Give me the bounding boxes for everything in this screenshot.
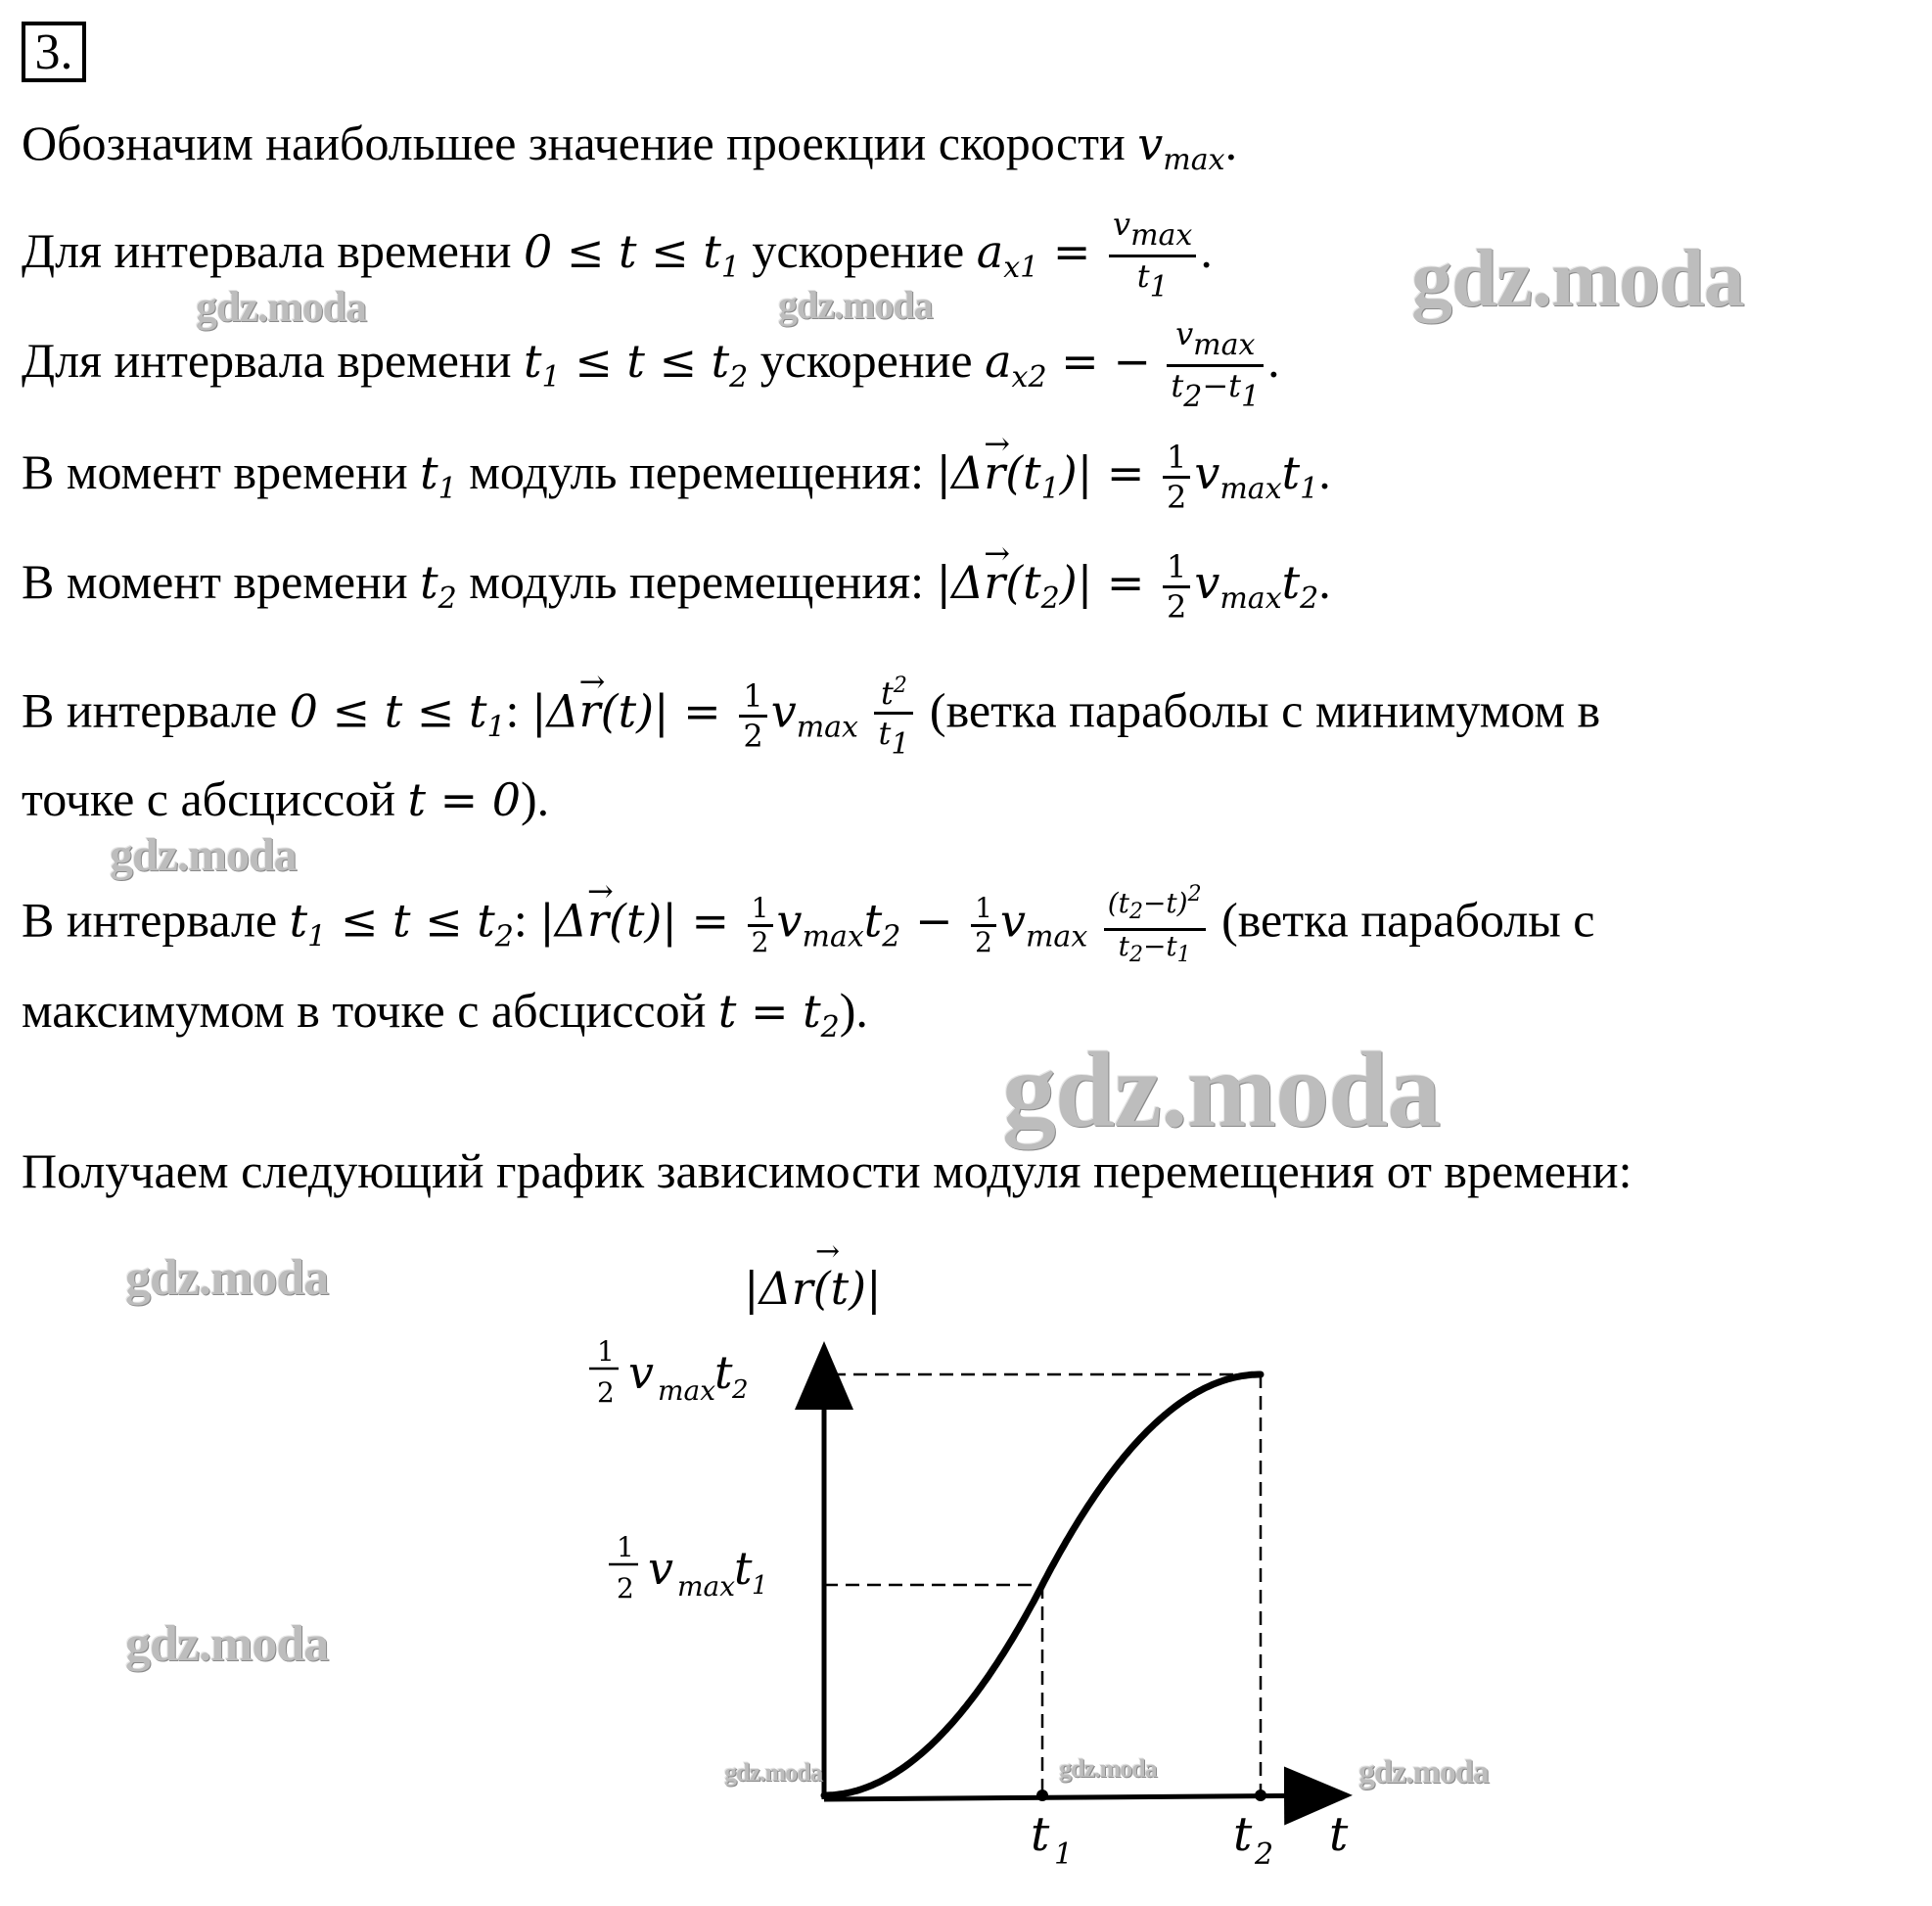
y-tick-t1-half-num: 1 [617,1531,634,1563]
text-line-5: В момент времени $t_2$ модуль перемещения: $|\Delta r \to(t_2)|$ = $\frac{1}{2}$ $v_{max}t_2$. [22,548,1331,628]
y-tick-t2-sub: 2 [732,1375,749,1405]
point-t2 [1255,1790,1266,1801]
fraction-vmax-over-t2-minus-t1: $\frac{v_{max}}{t_2-t_1}$ [1167,315,1264,416]
y-tick-t2-half-den: 2 [597,1376,615,1409]
text-line-1: Обозначим наибольшее значение проекции скорости $v_{max}$. [22,116,1238,177]
x-tick-t1: t [1031,1807,1050,1862]
watermark: gdz.moda [1358,1754,1489,1790]
watermark: gdz.moda [125,1250,329,1306]
text-line-10: Получаем следующий график зависимости модуля перемещения от времени: [22,1143,1633,1198]
watermark: gdz.moda [1059,1754,1157,1783]
fraction-one-half: $\frac{1}{2}$ [739,677,766,755]
point-t1 [1036,1790,1048,1801]
problem-number: 3. [22,22,86,82]
fraction-one-half: $\frac{1}{2}$ [1163,548,1190,626]
y-tick-t1-sub: 1 [752,1571,768,1601]
watermark: gdz.moda [778,283,933,327]
text-line-8: В интервале $t_1 \le t \le t_2$: |Δr →(t)| = $\frac{1}{2}$ $v_{max}t_2$ − $\frac{1}{2}$ $v_{max}$ $\frac{(t_2-t)^2}{t_2-t_1}$ (ветка параболы с [22,879,1594,971]
fraction-one-half: $\frac{1}{2}$ [1163,439,1190,516]
watermark: gdz.moda [1411,233,1744,324]
x-tick-t2-sub: 2 [1255,1837,1274,1872]
y-axis-label: |Δr(t)| [744,1262,882,1315]
fraction-t-squared-over-t1: $\frac{t^2}{t_1}$ [874,668,913,764]
text-line-6: В интервале $0 \le t \le t_1$: |Δr →(t)| = $\frac{1}{2}$ $v_{max}$ $\frac{t^2}{t_1}$ (ветка параболы с минимумом в [22,668,1600,764]
x-tick-t2: t [1233,1807,1253,1862]
watermark: gdz.moda [724,1758,822,1787]
fraction-t2-minus-t-squared: $\frac{(t_2-t)^2}{t_2-t_1}$ [1104,879,1206,971]
watermark: gdz.moda [110,829,297,881]
text-line-4: В момент времени $t_1$ модуль перемещения: $|\Delta r \to(t_1)|$ = $\frac{1}{2}$ $v_{max}t_1$. [22,439,1331,519]
y-tick-t1-max: max [677,1570,736,1603]
x-tick-t1-sub: 1 [1054,1837,1074,1872]
y-tick-t1-t: t [734,1542,753,1595]
y-tick-t1-half-den: 2 [617,1572,634,1604]
fraction-one-half: $\frac{1}{2}$ [748,893,773,958]
watermark: gdz.moda [196,283,367,331]
text-line-7: точке с абсциссой t = 0). [22,771,550,826]
x-axis-label: t [1329,1807,1349,1862]
vector-arrow-icon: → [815,1234,841,1269]
y-tick-t2-max: max [658,1374,716,1407]
fraction-one-half: $\frac{1}{2}$ [971,893,996,958]
text-line-9: максимумом в точке с абсциссой $t = t_2$). [22,983,868,1045]
y-tick-t2-half-num: 1 [597,1335,615,1368]
watermark: gdz.moda [125,1616,329,1672]
y-tick-t2-t: t [714,1346,733,1399]
fraction-vmax-over-t1: $\frac{v_{max}}{t_1}$ [1109,206,1196,306]
text-line-2: Для интервала времени $0 \le t \le t_1$ ускорение $a_{x1}$ = $\frac{v_{max}}{t_1}$ . [22,206,1213,304]
y-tick-t2-v: v [628,1346,654,1399]
text-line-3: Для интервала времени $t_1 \le t \le t_2$ ускорение $a_{x2}$ = − $\frac{v_{max}}{t_2-t_1}$ . [22,315,1280,414]
y-tick-t1-v: v [648,1542,673,1595]
watermark: gdz.moda [1002,1030,1441,1149]
